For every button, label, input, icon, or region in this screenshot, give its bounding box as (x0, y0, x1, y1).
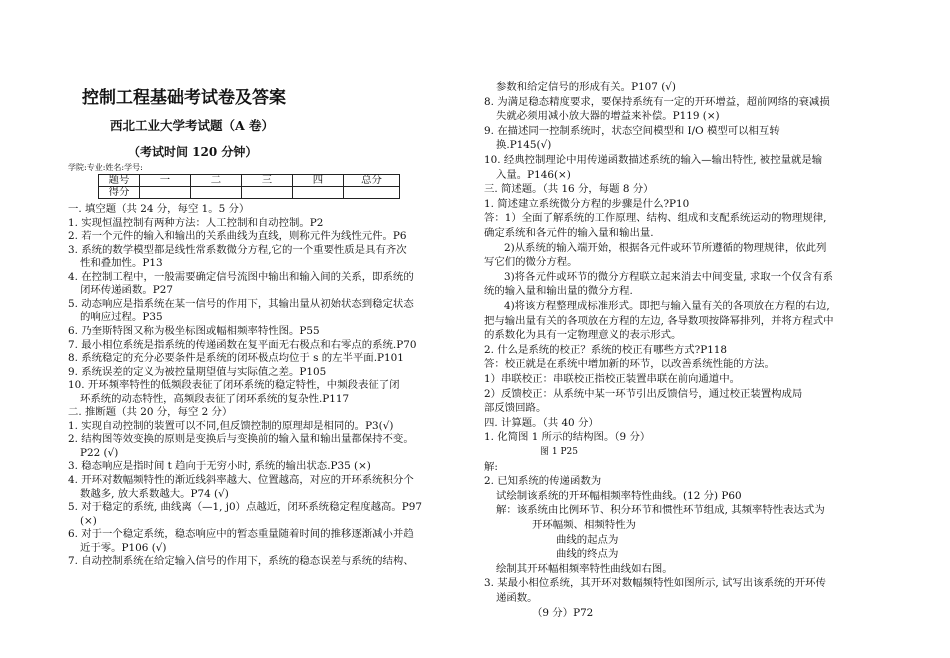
right-text-line: 曲线的起点为 (556, 533, 619, 546)
right-text-line: 3. 某最小相位系统，其开环对数幅频特性如图所示, 试写出该系统的开环传 (484, 577, 826, 590)
right-text-line: 2. 已知系统的传递函数为 (484, 475, 602, 488)
right-text-line: 10. 经典控制理论中用传递函数描述系统的输入—输出特性, 被控量就是输 (484, 154, 823, 166)
left-text-line: 2. 结构图等效变换的原则是变换后与变换前的输入量和输出量都保持不变。 (68, 433, 414, 446)
left-text-line: 4. 开环对数幅频特性的渐近线斜率越大、位置越高，对应的开环系统积分个 (68, 474, 414, 486)
right-text-line: 部反馈回路。 (484, 402, 547, 415)
right-text-line: 曲线的终点为 (556, 548, 619, 561)
left-text-line: 7. 自动控制系统在给定输入信号的作用下，系统的稳态误差与系统的结构、 (68, 555, 414, 568)
left-text-line: 6. 对于一个稳定系统，稳态响应中的暂态重量随着时间的推移逐渐减小并趋 (68, 528, 414, 541)
right-text-line: 入量。P146(×) (496, 168, 571, 181)
score-cell: 三 (242, 175, 293, 187)
exam-time: （考试时间 120 分钟） (128, 145, 258, 159)
left-text-line: 5. 动态响应是指系统在某一信号的作用下，其输出量从初始状态到稳定状态 (68, 297, 414, 310)
right-text-line: 换.P145(√) (496, 139, 552, 152)
left-text-line: 数越多, 放大系数越大。P74 (√) (80, 487, 229, 500)
score-input-cell (293, 187, 344, 199)
score-cell: 题号 (99, 175, 140, 187)
left-text-line: 性和叠加性。P13 (80, 257, 163, 270)
right-text-line: 把与输出量有关的各项放在方程的左边, 各导数项按降幂排列，并将方程式中 (484, 314, 834, 327)
right-text-line: 开环幅频、相频特性为 (532, 519, 636, 531)
left-text-line: 3. 系统的数学模型都是线性常系数微分方程,它的一个重要性质是具有齐次 (68, 243, 407, 256)
right-text-line: 9. 在描述同一控制系统时，状态空间模型和 I/O 模型可以相互转 (484, 124, 780, 137)
score-input-cell (191, 187, 242, 199)
right-text-line: 2. 什么是系统的校正？系统的校正有哪些方式?P118 (484, 343, 728, 356)
left-text-line: 3. 稳态响应是指时间 t 趋向于无穷小时, 系统的输出状态.P35 (×) (68, 460, 371, 473)
right-text-line: 的系数化为具有一定物理意义的表示形式。 (484, 329, 682, 342)
student-info-line: 学院:专业:姓名:学号: (68, 163, 143, 172)
right-text-line: 2)从系统的输入端开始，根据各元件或环节所遵循的物理规律，依此列 (504, 241, 827, 254)
right-text-line: 4)将该方程整理成标准形式。即把与输入量有关的各项放在方程的右边, (504, 300, 830, 312)
right-text-line: 答：校正就是在系统中增加新的环节，以改善系统性能的方法。 (484, 358, 775, 371)
left-text-line: 的响应过程。P35 (80, 311, 163, 324)
left-text-line: 5. 对于稳定的系统, 曲线离（—1, j0）点越近，闭环系统稳定程度越高。P97 (68, 501, 423, 514)
right-text-line: 答：1）全面了解系统的工作原理、结构、组成和支配系统运动的物理规律, (484, 212, 827, 225)
left-text-line: 闭环传递函数。P27 (80, 284, 173, 297)
right-text-line: 2）反馈校正：从系统中某一环节引出反馈信号，通过校正装置构成局 (484, 387, 803, 400)
right-text-line: （9 分）P72 (532, 606, 594, 619)
left-text-line: P22 (√) (80, 446, 119, 459)
score-input-cell (140, 187, 191, 199)
right-text-line: 1. 简述建立系统微分方程的步骤是什么?P10 (484, 197, 690, 210)
score-table-score-row (99, 187, 400, 199)
left-text-line: 6. 乃奎斯特图又称为极坐标图或幅相频率特性图。P55 (68, 324, 320, 337)
score-input-cell (344, 187, 400, 199)
score-cell: 二 (191, 175, 242, 187)
right-text-line: 递函数。 (496, 592, 538, 604)
right-text-line: 图 1 P25 (540, 447, 578, 457)
right-text-line: 1. 化简图 1 所示的结构图。（9 分） (484, 431, 651, 444)
left-text-line: 近于零。P106 (√) (80, 541, 167, 554)
score-cell: 四 (293, 175, 344, 187)
right-text-line: 解: (484, 460, 498, 473)
right-text-line: 解：该系统由比例环节、积分环节和惯性环节组成, 其频率特性表达式为 (496, 504, 825, 517)
right-text-line: 3)将各元件或环节的微分方程联立起来消去中间变量, 求取一个仅含有系 (504, 270, 833, 283)
exam-subtitle: 西北工业大学考试题（A 卷） (110, 118, 275, 133)
right-text-line: 失就必须用减小放大器的增益来补偿。P119 (×) (496, 110, 720, 123)
right-text-line: 确定系统和各元件的输入量和输出量. (484, 227, 654, 239)
left-text-line: 4. 在控制工程中，一般需要确定信号流图中输出和输入间的关系，即系统的 (68, 270, 414, 283)
right-text-line: 试绘制该系统的开环幅相频率特性曲线。(12 分) P60 (496, 489, 742, 502)
left-text-line: 1. 实现恒温控制有两种方法：人工控制和自动控制。P2 (68, 216, 324, 229)
left-text-line: 一. 填空题（共 24 分，每空 1。5 分） (68, 203, 250, 215)
left-text-line: 10. 开环频率特性的低频段表征了闭环系统的稳定特性，中频段表征了闭 (68, 379, 400, 392)
right-text-line: 参数和给定信号的形成有关。P107 (√) (496, 81, 676, 93)
right-text-line: 8. 为满足稳态精度要求，要保持系统有一定的开环增益，超前网络的衰减损 (484, 95, 830, 108)
score-input-cell (242, 187, 293, 199)
left-text-line: 2. 若一个元件的输入和输出的关系曲线为直线，则称元件为线性元件。P6 (68, 230, 407, 243)
score-cell: 一 (140, 175, 191, 187)
left-text-line: 9. 系统误差的定义为被控量期望值与实际值之差。P105 (68, 365, 327, 378)
right-text-line: 三. 简述题。（共 16 分，每题 8 分） (484, 183, 654, 196)
score-cell: 得分 (99, 187, 140, 199)
left-text-line: (×) (80, 514, 97, 527)
page-title: 控制工程基础考试卷及答案 (82, 88, 286, 108)
right-text-line: 绘制其开环幅相频率特性曲线如右图。 (496, 562, 673, 575)
right-text-line: 四. 计算题。（共 40 分） (484, 416, 599, 429)
right-text-line: 写它们的微分方程。 (484, 256, 578, 269)
score-table-header-row (99, 175, 400, 187)
left-text-line: 1. 实现自动控制的装置可以不同,但反馈控制的原理却是相同的。P3(√) (68, 419, 394, 432)
left-text-line: 8. 系统稳定的充分必要条件是系统的闭环极点均位于 s 的左半平面.P101 (68, 352, 404, 365)
right-text-line: 1）串联校正：串联校正指校正装置串联在前向通道中。 (484, 373, 740, 385)
score-cell: 总分 (344, 175, 400, 187)
right-text-line: 统的输入量和输出量的微分方程. (484, 285, 633, 298)
left-text-line: 环系统的动态特性，高频段表征了闭环系统的复杂性.P117 (80, 392, 350, 405)
left-text-line: 二. 推断题（共 20 分，每空 2 分） (68, 406, 233, 419)
score-table (98, 174, 400, 199)
left-text-line: 7. 最小相位系统是指系统的传递函数在复平面无右极点和右零点的系统.P70 (68, 338, 417, 351)
